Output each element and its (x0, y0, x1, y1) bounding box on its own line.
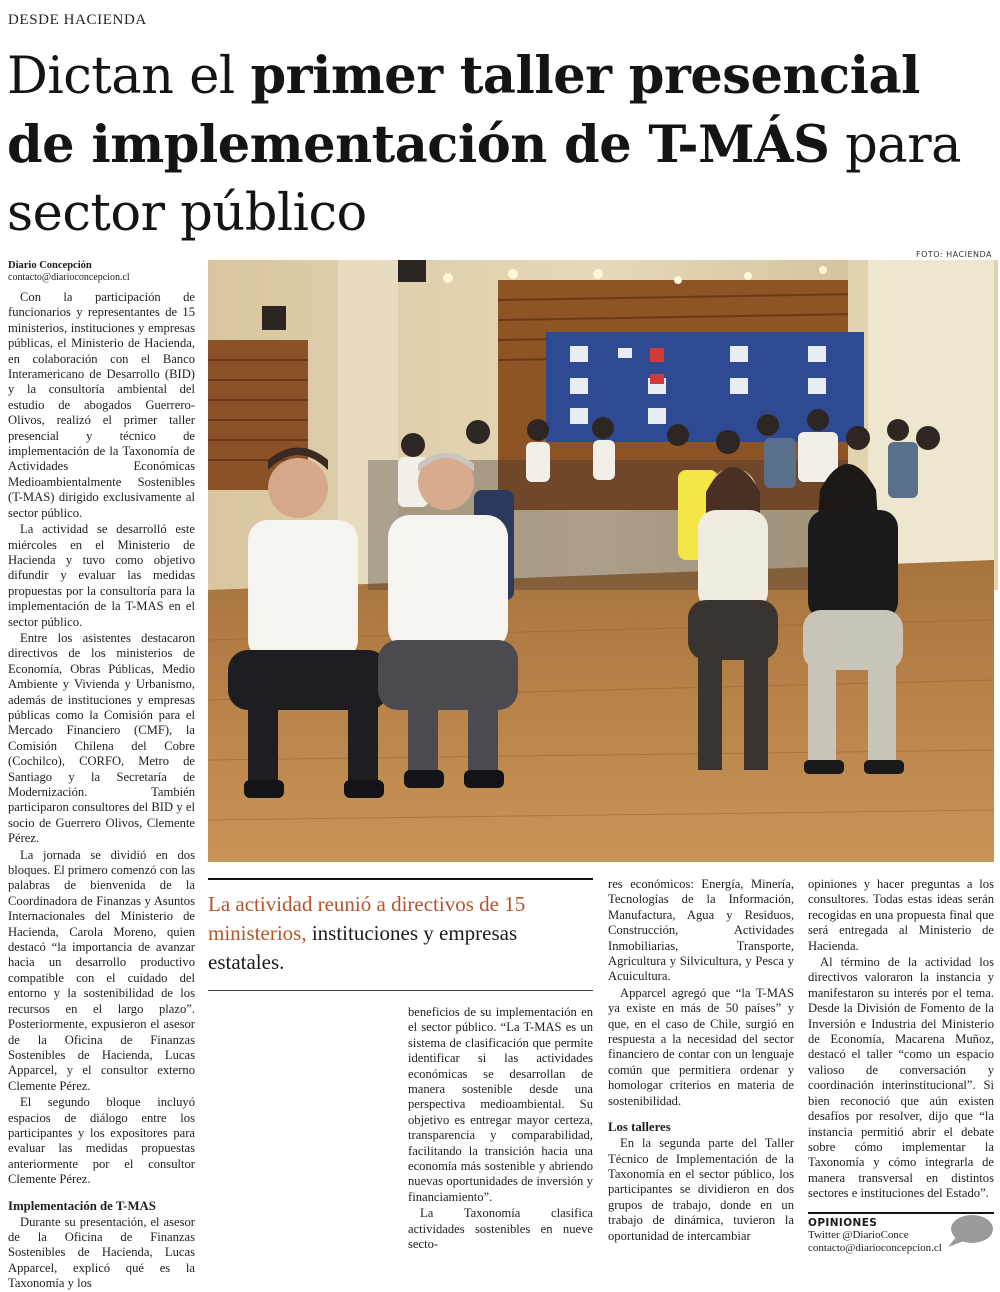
paragraph: beneficios de su implementación en el sector público. “La T-MAS es un sistema de clasificación que permite identificar si las actividades económicas se desarrollan de manera sostenible desde una perspectiva medioambiental. Su objetivo es entregar mayor certeza, transparencia y comparabilidad, facilitando la transición hacia una economía más sostenible y abriendo nuevas oportunidades de inversión y financiamiento”. (408, 1005, 593, 1204)
pull-quote-rule (208, 990, 593, 991)
paragraph: La Taxonomía clasifica actividades sostenibles en nueve secto- (408, 1206, 593, 1252)
headline-part2: para sector público (7, 116, 962, 243)
opiniones-email[interactable]: contacto@diarioconcepcion.cl (808, 1242, 942, 1254)
paragraph: Al término de la actividad los directivos valoraron la instancia y manifestaron su interés por el tema. Desde la División de Fomento de la Inversión e Industria del Ministerio de Economía, Macarena Muñoz, destacó el taller “como un espacio valioso de conversación y coordinación interinstitucional”. Si bien reconoció que aún existen desafíos por resolver, dijo que “la instancia permitió abrir el debate sobre cómo implementar la Taxonomía y cómo integrarla de manera transversal en distintos sectores e instituciones del Estado”. (808, 955, 994, 1201)
opiniones-label: OPINIONES (808, 1217, 878, 1229)
article-photo (208, 260, 994, 862)
paragraph: res económicos: Energía, Minería, Tecnologías de la Información, Manufactura, Agua y Residuos, Construcción, Actividades Inmobiliarias, Transporte, Agricultura y Silvicultura, y Pesca y Acuicultura. (608, 877, 794, 984)
headline-bold: primer taller presencial de implementación de T-MÁS (7, 46, 920, 175)
section-label: DESDE HACIENDA (8, 12, 147, 28)
paragraph: Apparcel agregó que “la T-MAS ya existe en más de 50 países” y que, en el caso de Chile, surgió en respuesta a la necesidad del sector financiero de contar con un lenguaje común que permitiera ordenar y homologar criterios en materia de sostenibilidad. (608, 985, 794, 1108)
byline-email: contacto@diarioconcepcion.cl (8, 272, 130, 283)
paragraph: La jornada se dividió en dos bloques. El primero comenzó con las palabras de bienvenida de la Coordinadora de Finanzas y Asuntos Internacionales del Ministerio de Hacienda, Carola Moreno, quien destacó “la importancia de avanzar hacia un desarrollo productivo compatible con el cuidado del entorno y la sostenibilidad de los recursos en el largo plazo”. Posteriormente, expusieron el asesor de la Oficina de Finanzas Sostenibles de Hacienda, Lucas Apparcel, y el consultor externo Clemente Pérez. (8, 847, 195, 1093)
paragraph: Con la participación de funcionarios y representantes de 15 ministerios, instituciones y empresas públicas, el Ministerio de Hacienda, en colaboración con el Banco Interamericano de Desarrollo (BID) y la consultoría ambiental del estudio de abogados Guerrero-Olivos, realizó el primer taller presencial y técnico de implementación de la Taxonomía de Actividades Económicas Medioambientalmente Sostenibles (T-MAS) dirigido exclusivamente al sector público. (8, 290, 195, 520)
subheading: Implementación de T-MAS (8, 1198, 156, 1213)
byline-author: Diario Concepción (8, 260, 92, 271)
paragraph: La actividad se desarrolló este miércoles en el Ministerio de Hacienda y tuvo como objetivo difundir y evaluar las medidas propuestas por la consultoría para la implementación de la T-MAS en el sector público. (8, 522, 195, 629)
paragraph: El segundo bloque incluyó espacios de diálogo entre los participantes y los expositores para evaluar las medidas propuestas anteriormente por el consultor Clemente Pérez. (8, 1095, 195, 1187)
opiniones-twitter[interactable]: Twitter @DiarioConce (808, 1229, 909, 1241)
article-column-1 (8, 290, 195, 1291)
paragraph: En la segunda parte del Taller Técnico de Implementación de la Taxonomía en el sector público, los participantes se dividieron en dos grupos de trabajo, donde en un trabajo de dinámica, tuvieron la oportunidad de intercambiar (608, 1136, 794, 1243)
photo-scene (208, 260, 994, 862)
byline (8, 260, 198, 284)
paragraph: Entre los asistentes destacaron directivos de los ministerios de Economía, Obras Públicas, Medio Ambiente y Vivienda y Urbanismo, además de instituciones y empresas públicas como la Comisión para el Mercado Financiero (CMF), la Comisión Chilena del Cobre (Cochilco), CORFO, Metro de Santiago y la Secretaría de Modernización. También participaron consultores del BID y el socio de Guerrero Olivos, Clemente Pérez. (8, 630, 195, 846)
pull-quote-rest: instituciones y empresas estatales. (208, 921, 518, 974)
pull-quote-accent: La actividad reunió a directivos de 15 ministerios, (208, 892, 526, 945)
headline (7, 42, 997, 248)
speech-bubble-icon (946, 1213, 994, 1249)
pull-quote (208, 878, 593, 977)
subheading: Los talleres (608, 1120, 671, 1135)
photo-credit: FOTO: HACIENDA (915, 250, 992, 259)
article-column-2 (408, 1005, 593, 1255)
article-column-3 (608, 877, 794, 1257)
paragraph: opiniones y hacer preguntas a los consultores. Todas estas ideas serán recogidas en una propuesta final que será entregada al Ministerio de Hacienda. (808, 877, 994, 953)
article-column-4 (808, 877, 994, 1207)
paragraph: Durante su presentación, el asesor de la Oficina de Finanzas Sostenibles de Hacienda, Lucas Apparcel, explicó qué es la Taxonomía y los (8, 1214, 195, 1291)
headline-part1: Dictan el (7, 47, 251, 106)
